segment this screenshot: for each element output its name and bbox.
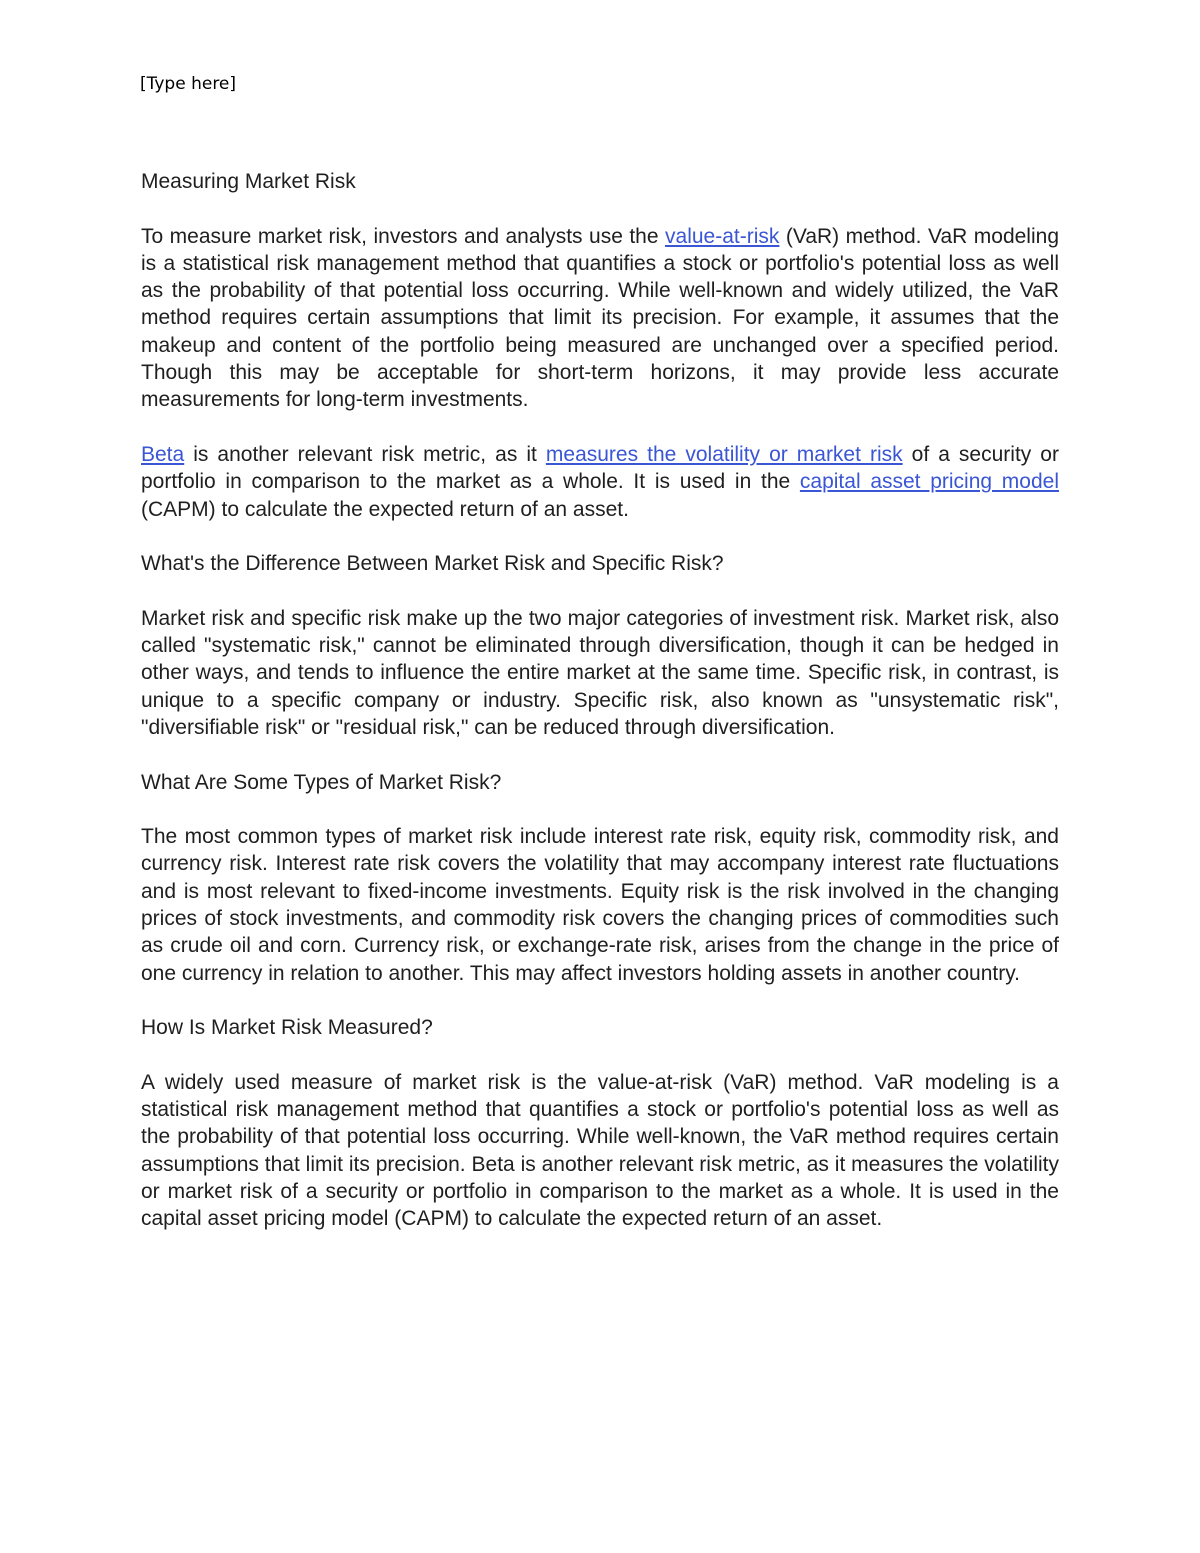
paragraph-text: is another relevant risk metric, as it: [184, 442, 546, 466]
paragraph-beta: [141, 441, 1059, 523]
paragraph-var-intro: [141, 223, 1059, 414]
section-heading-types: What Are Some Types of Market Risk?: [141, 770, 502, 794]
paragraph-risk-types: The most common types of market risk include interest rate risk, equity risk, commodity risk, and currency risk. Interest rate risk covers the volatility that may accompany interest rate fluctuations and is most relevant to fixed-income investments. Equity risk is the risk involved in the changing prices of stock investments, and commodity risk covers the changing prices of commodities such as crude oil and corn. Currency risk, or exchange-rate risk, arises from the change in the price of one currency in relation to another. This may affect investors holding assets in another country.: [141, 825, 1059, 985]
beta-link[interactable]: Beta: [141, 442, 185, 466]
paragraph-text: (VaR) method. VaR modeling is a statistical risk management method that quantifies a stock or portfolio's potential loss as well as the probability of that potential loss occurring. While well-known and widely utilized, the VaR method requires certain assumptions that limit its precision. For example, it assumes that the makeup and content of the portfolio being measured are unchanged over a specified period. Though this may be acceptable for short-term horizons, it may provide less accurate measurements for long-term investments.: [141, 224, 1059, 412]
value-at-risk-link[interactable]: value-at-risk: [665, 224, 780, 248]
paragraph-measurement: A widely used measure of market risk is the value-at-risk (VaR) method. VaR modeling is a statistical risk management method that quantifies a stock or portfolio's potential loss as well as the probability of that potential loss occurring. While well-known, the VaR method requires certain assumptions that limit its precision. Beta is another relevant risk metric, as it measures the volatility or market risk of a security or portfolio in comparison to the market as a whole. It is used in the capital asset pricing model (CAPM) to calculate the expected return of an asset.: [141, 1070, 1059, 1231]
paragraph-specific-risk: Market risk and specific risk make up the two major categories of investment risk. Market risk, also called "systematic risk," cannot be eliminated through diversification, though it can be hedged in other ways, and tends to influence the entire market at the same time. Specific risk, in contrast, is unique to a specific company or industry. Specific risk, also known as "unsystematic risk", "diversifiable risk" or "residual risk," can be reduced through diversification.: [141, 606, 1059, 739]
paragraph-text: To measure market risk, investors and analysts use the: [141, 224, 666, 248]
document-body: [141, 168, 1059, 1260]
section-heading-difference: What's the Difference Between Market Risk and Specific Risk?: [141, 552, 724, 576]
paragraph-text: (CAPM) to calculate the expected return of an asset.: [141, 497, 629, 521]
section-heading-measured: How Is Market Risk Measured?: [141, 1016, 433, 1040]
page-title: Measuring Market Risk: [141, 170, 356, 193]
volatility-link[interactable]: measures the volatility or market risk: [545, 442, 903, 466]
paragraph-text: of a security or portfolio in comparison to the market as a whole. It is used in the: [141, 442, 1059, 494]
header-placeholder[interactable]: [Type here]: [140, 74, 237, 94]
capm-link[interactable]: capital asset pricing model: [799, 470, 1059, 494]
